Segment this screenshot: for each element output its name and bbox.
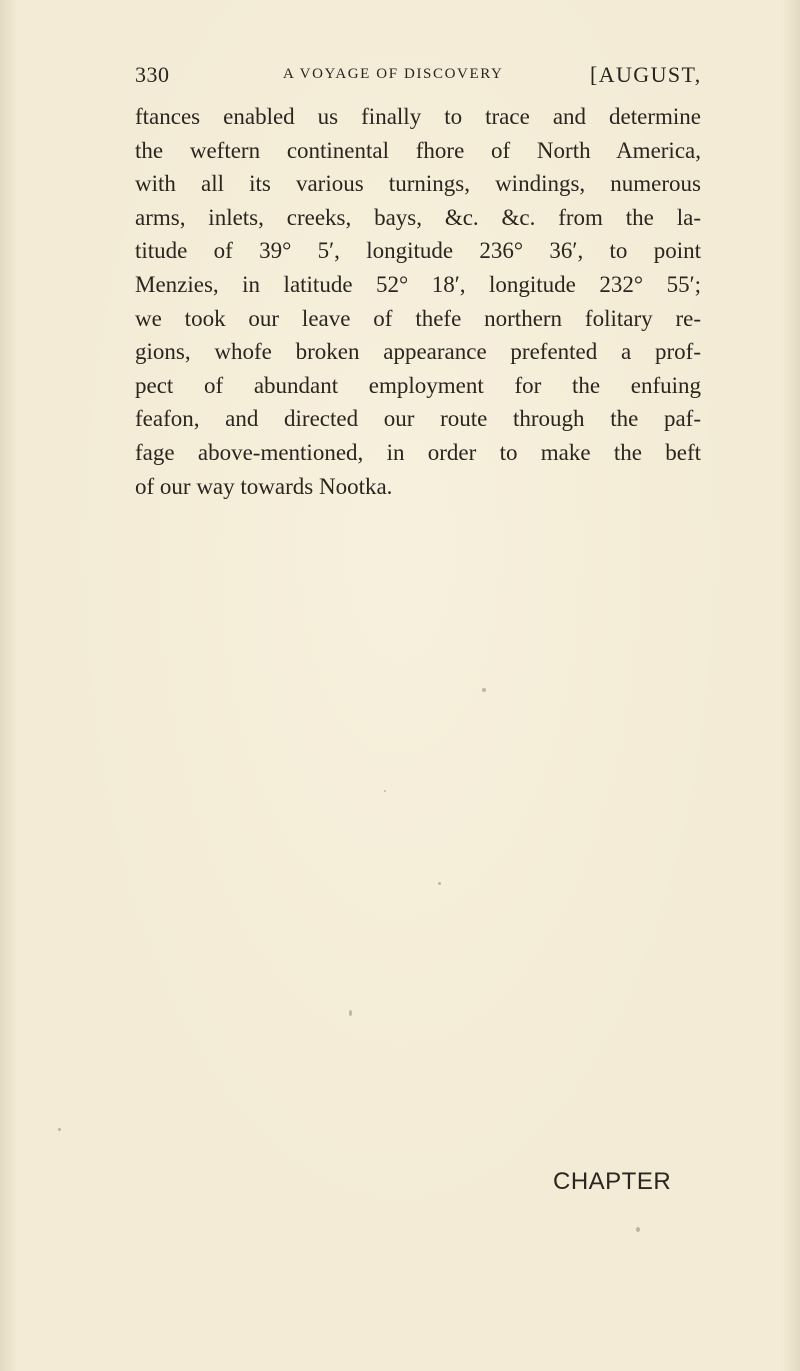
text-line: titude of 39° 5′, longitude 236° 36′, to point (135, 238, 701, 264)
text-line: gions, whofe broken appearance prefented a prof- (135, 339, 701, 365)
catchword: CHAPTER (553, 1168, 672, 1195)
body-paragraph (135, 100, 701, 503)
text-line: pect of abundant employment for the enfuing (135, 372, 701, 398)
paper-speck (58, 1128, 61, 1131)
text-line: Menzies, in latitude 52° 18′, longitude 232° 55′; (135, 271, 701, 297)
text-line: fage above-mentioned, in order to make the beft (135, 439, 701, 465)
paper-speck (349, 1010, 352, 1016)
text-line: ftances enabled us finally to trace and determine (135, 104, 701, 129)
text-line: with all its various turnings, windings, numerous (135, 171, 701, 197)
paper-speck (636, 1227, 640, 1232)
running-title: A VOYAGE OF DISCOVERY (283, 66, 504, 82)
page-number: 330 (135, 62, 170, 87)
text-line: arms, inlets, creeks, bays, &c. &c. from the la- (135, 204, 701, 230)
text-line: of our way towards Nootka. (135, 473, 393, 499)
text-line: feafon, and directed our route through the paf- (135, 406, 701, 432)
text-line: we took our leave of thefe northern folitary re- (135, 305, 701, 331)
running-date-label: [AUGUST, (590, 62, 702, 87)
running-header (135, 62, 702, 94)
paper-speck (438, 882, 441, 885)
paper-speck (482, 688, 486, 692)
paper-speck (384, 790, 386, 792)
text-line: the weftern continental fhore of North America, (135, 137, 701, 163)
